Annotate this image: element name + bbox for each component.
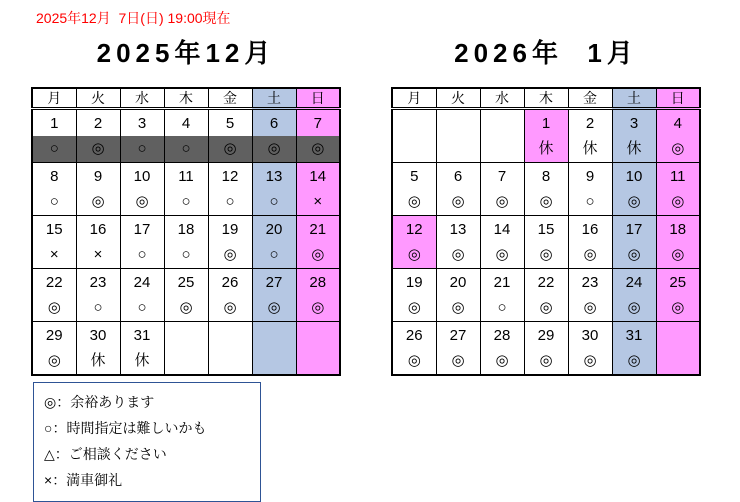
day-cell xyxy=(32,322,76,376)
day-cell xyxy=(436,269,480,322)
availability-symbol: ○ xyxy=(165,136,208,162)
week-row xyxy=(392,322,700,376)
availability-symbol: ◎ xyxy=(311,299,325,316)
availability-symbol: ◎ xyxy=(223,246,237,263)
day-cell xyxy=(436,109,480,163)
day-cell xyxy=(252,216,296,269)
availability-symbol: ◎ xyxy=(627,352,641,369)
availability-symbol: ◎ xyxy=(407,246,421,263)
day-cell xyxy=(612,163,656,216)
day-cell xyxy=(656,109,700,163)
availability-symbol: 休 xyxy=(582,140,598,157)
availability-symbol: 休 xyxy=(626,140,642,157)
day-number: 8 xyxy=(50,168,59,185)
weekday-header: 土 xyxy=(252,88,296,109)
day-cell xyxy=(208,269,252,322)
day-number: 31 xyxy=(133,327,151,344)
day-number xyxy=(165,322,208,348)
availability-symbol: ○ xyxy=(49,193,59,210)
day-cell xyxy=(296,322,340,376)
day-cell xyxy=(392,109,436,163)
day-number: 26 xyxy=(405,327,423,344)
availability-symbol: ◎ xyxy=(135,193,149,210)
calendar-table xyxy=(391,87,701,376)
availability-symbol: ◎ xyxy=(539,352,553,369)
availability-symbol: ○ xyxy=(225,193,235,210)
day-cell xyxy=(568,216,612,269)
day-number: 14 xyxy=(309,168,327,185)
availability-symbol: × xyxy=(313,193,323,210)
availability-symbol: ◎ xyxy=(583,246,597,263)
day-number xyxy=(253,322,296,348)
day-cell xyxy=(164,109,208,163)
week-row xyxy=(392,163,700,216)
day-number: 28 xyxy=(309,274,327,291)
day-cell xyxy=(32,109,76,163)
availability-symbol: ◎ xyxy=(267,299,281,316)
day-number: 23 xyxy=(581,274,599,291)
weekday-header: 月 xyxy=(392,88,436,109)
day-cell xyxy=(120,109,164,163)
day-number: 3 xyxy=(137,115,147,132)
day-cell xyxy=(524,109,568,163)
availability-symbol: ◎ xyxy=(451,352,465,369)
availability-symbol: ○ xyxy=(585,193,595,210)
day-number: 2 xyxy=(93,115,103,132)
day-number: 29 xyxy=(45,327,63,344)
calendar-grid-december xyxy=(31,87,341,376)
availability-symbol: 休 xyxy=(134,352,150,369)
day-number: 4 xyxy=(181,115,191,132)
availability-symbol: ◎ xyxy=(627,246,641,263)
day-cell xyxy=(76,109,120,163)
day-cell xyxy=(568,269,612,322)
availability-symbol: ○ xyxy=(269,193,279,210)
availability-symbol: × xyxy=(49,246,59,263)
availability-symbol: ◎ xyxy=(627,299,641,316)
day-cell xyxy=(120,269,164,322)
day-number: 20 xyxy=(449,274,467,291)
day-number: 18 xyxy=(669,221,687,238)
day-cell xyxy=(296,163,340,216)
day-cell xyxy=(612,109,656,163)
legend-item xyxy=(44,389,250,415)
day-number xyxy=(657,322,700,348)
day-cell xyxy=(32,269,76,322)
day-number: 10 xyxy=(133,168,151,185)
day-cell xyxy=(656,322,700,376)
calendar-grid-january xyxy=(391,87,701,376)
day-cell xyxy=(252,163,296,216)
availability-symbol: ◎ xyxy=(47,299,61,316)
day-cell xyxy=(296,216,340,269)
day-cell xyxy=(164,322,208,376)
availability-symbol: ◎ xyxy=(407,352,421,369)
day-cell xyxy=(392,322,436,376)
day-number: 4 xyxy=(673,115,682,132)
triangle-icon: △ xyxy=(44,446,55,462)
calendar-january-2026 xyxy=(391,28,701,376)
day-cell xyxy=(480,322,524,376)
availability-symbol: ◎ xyxy=(179,299,193,316)
day-number: 25 xyxy=(177,274,195,291)
availability-symbol: ◎ xyxy=(583,299,597,316)
day-number: 24 xyxy=(133,274,151,291)
availability-symbol: ◎ xyxy=(671,299,685,316)
day-cell xyxy=(480,216,524,269)
day-number: 9 xyxy=(585,168,595,185)
update-timestamp: 2025年12月 7日(日) 19:00現在 xyxy=(36,10,231,26)
legend-label: ：時間指定は難しいかも xyxy=(52,420,207,436)
week-row xyxy=(32,109,340,163)
day-cell xyxy=(436,163,480,216)
availability-symbol: ○ xyxy=(121,136,164,162)
day-number: 15 xyxy=(45,221,63,238)
calendars-row xyxy=(31,28,740,376)
day-cell xyxy=(252,322,296,376)
day-number: 21 xyxy=(309,221,327,238)
weekday-header: 金 xyxy=(568,88,612,109)
availability-symbol: 休 xyxy=(90,352,106,369)
availability-symbol xyxy=(393,136,436,162)
day-cell xyxy=(208,163,252,216)
cross-icon: × xyxy=(44,472,53,488)
day-cell xyxy=(120,322,164,376)
day-number: 28 xyxy=(493,327,511,344)
double-circle-icon: ◎ xyxy=(44,394,57,410)
day-number: 15 xyxy=(537,221,555,238)
availability-symbol: ○ xyxy=(137,246,147,263)
day-cell xyxy=(252,269,296,322)
weekday-header: 水 xyxy=(480,88,524,109)
day-number: 19 xyxy=(405,274,423,291)
availability-symbol: ○ xyxy=(93,299,103,316)
week-row xyxy=(32,216,340,269)
availability-symbol: ◎ xyxy=(583,352,597,369)
availability-symbol: ◎ xyxy=(223,299,237,316)
day-number xyxy=(393,110,436,136)
weekday-header: 土 xyxy=(612,88,656,109)
day-cell xyxy=(76,216,120,269)
day-cell xyxy=(76,269,120,322)
day-number: 23 xyxy=(89,274,107,291)
day-cell xyxy=(32,163,76,216)
day-number: 24 xyxy=(625,274,643,291)
day-number: 8 xyxy=(541,168,551,185)
availability-symbol: ◎ xyxy=(671,193,685,210)
day-number xyxy=(437,110,480,136)
legend-box xyxy=(33,382,261,502)
day-number: 30 xyxy=(581,327,599,344)
day-number: 30 xyxy=(89,327,107,344)
day-number: 6 xyxy=(453,168,463,185)
day-number: 31 xyxy=(625,327,643,344)
day-number: 22 xyxy=(537,274,555,291)
availability-symbol: ◎ xyxy=(297,136,340,162)
day-cell xyxy=(76,322,120,376)
weekday-header: 日 xyxy=(296,88,340,109)
availability-symbol: ○ xyxy=(181,193,191,210)
week-row xyxy=(392,269,700,322)
weekday-header: 木 xyxy=(164,88,208,109)
day-cell xyxy=(480,269,524,322)
day-cell xyxy=(164,216,208,269)
day-number: 22 xyxy=(45,274,63,291)
day-cell xyxy=(296,269,340,322)
day-cell xyxy=(436,322,480,376)
day-number: 1 xyxy=(50,115,59,132)
day-cell xyxy=(524,269,568,322)
availability-symbol: ◎ xyxy=(47,352,61,369)
day-number: 6 xyxy=(269,115,279,132)
day-number: 12 xyxy=(405,221,423,238)
day-number: 3 xyxy=(629,115,639,132)
availability-symbol: ○ xyxy=(181,246,191,263)
day-number: 2 xyxy=(585,115,595,132)
day-number: 18 xyxy=(177,221,195,238)
day-number: 25 xyxy=(669,274,687,291)
day-number xyxy=(209,322,252,348)
availability-symbol xyxy=(209,348,252,374)
availability-symbol: ○ xyxy=(497,299,507,316)
weekday-header: 火 xyxy=(436,88,480,109)
day-cell xyxy=(656,269,700,322)
availability-symbol: ◎ xyxy=(539,299,553,316)
day-cell xyxy=(480,163,524,216)
availability-symbol: ◎ xyxy=(91,193,105,210)
day-number: 12 xyxy=(221,168,239,185)
availability-symbol: ◎ xyxy=(539,193,553,210)
day-cell xyxy=(436,216,480,269)
day-number: 11 xyxy=(178,168,194,185)
day-number: 7 xyxy=(497,168,507,185)
day-number: 20 xyxy=(265,221,283,238)
availability-symbol: ◎ xyxy=(495,193,509,210)
legend-label: ：ご相談ください xyxy=(54,446,167,462)
availability-symbol: ○ xyxy=(269,246,279,263)
week-row xyxy=(32,322,340,376)
weekday-header: 木 xyxy=(524,88,568,109)
day-number: 19 xyxy=(221,221,239,238)
availability-symbol xyxy=(437,136,480,162)
day-cell xyxy=(392,163,436,216)
legend-item xyxy=(44,467,250,493)
calendar-title-december: 2025年12月 xyxy=(96,38,276,68)
day-number: 11 xyxy=(669,168,686,185)
day-cell xyxy=(392,216,436,269)
day-number: 7 xyxy=(313,115,322,132)
availability-symbol: ○ xyxy=(137,299,147,316)
day-number: 16 xyxy=(581,221,599,238)
availability-symbol: × xyxy=(93,246,103,263)
day-number xyxy=(481,110,524,136)
day-cell xyxy=(656,163,700,216)
availability-symbol: ◎ xyxy=(671,140,685,157)
availability-symbol: ◎ xyxy=(253,136,296,162)
week-row xyxy=(392,109,700,163)
availability-symbol xyxy=(481,136,524,162)
day-cell xyxy=(296,109,340,163)
day-cell xyxy=(32,216,76,269)
legend-item xyxy=(44,415,250,441)
day-number: 27 xyxy=(265,274,283,291)
availability-symbol: ◎ xyxy=(77,136,120,162)
day-number: 5 xyxy=(410,168,419,185)
weekday-header: 月 xyxy=(32,88,76,109)
day-cell xyxy=(612,269,656,322)
day-cell xyxy=(568,109,612,163)
availability-symbol xyxy=(297,348,340,374)
day-cell xyxy=(252,109,296,163)
day-cell xyxy=(612,322,656,376)
day-number: 10 xyxy=(625,168,643,185)
day-cell xyxy=(480,109,524,163)
day-number: 14 xyxy=(493,221,511,238)
availability-symbol: ◎ xyxy=(451,246,465,263)
day-cell xyxy=(524,322,568,376)
day-cell xyxy=(656,216,700,269)
day-cell xyxy=(76,163,120,216)
weekday-header: 水 xyxy=(120,88,164,109)
day-cell xyxy=(392,269,436,322)
day-cell xyxy=(524,216,568,269)
weekday-header: 日 xyxy=(656,88,700,109)
day-number: 27 xyxy=(449,327,467,344)
day-cell xyxy=(120,163,164,216)
legend-item xyxy=(44,441,250,467)
availability-symbol: ◎ xyxy=(407,299,421,316)
day-cell xyxy=(208,216,252,269)
day-number: 9 xyxy=(93,168,103,185)
availability-symbol: ◎ xyxy=(671,246,685,263)
day-cell xyxy=(208,322,252,376)
day-cell xyxy=(568,163,612,216)
availability-symbol: ◎ xyxy=(495,246,509,263)
availability-symbol xyxy=(165,348,208,374)
weekday-header: 火 xyxy=(76,88,120,109)
day-cell xyxy=(164,269,208,322)
day-number: 13 xyxy=(265,168,283,185)
day-number: 16 xyxy=(89,221,107,238)
day-number: 13 xyxy=(449,221,467,238)
day-number: 21 xyxy=(493,274,511,291)
day-cell xyxy=(568,322,612,376)
day-number: 26 xyxy=(221,274,239,291)
day-number: 5 xyxy=(225,115,235,132)
availability-symbol xyxy=(657,348,700,374)
weekday-header: 金 xyxy=(208,88,252,109)
availability-symbol: ◎ xyxy=(451,299,465,316)
day-number xyxy=(297,322,340,348)
week-row xyxy=(32,163,340,216)
day-number: 17 xyxy=(625,221,643,238)
availability-symbol: ○ xyxy=(33,136,76,162)
legend-label: ：満車御礼 xyxy=(52,472,123,488)
availability-symbol: ◎ xyxy=(407,193,421,210)
availability-symbol xyxy=(253,348,296,374)
availability-symbol: ◎ xyxy=(311,246,325,263)
availability-symbol: ◎ xyxy=(627,193,641,210)
week-row xyxy=(32,269,340,322)
day-number: 29 xyxy=(537,327,555,344)
day-number: 17 xyxy=(133,221,151,238)
week-row xyxy=(392,216,700,269)
day-cell xyxy=(208,109,252,163)
calendar-december-2025 xyxy=(31,28,341,376)
availability-symbol: ◎ xyxy=(495,352,509,369)
availability-symbol: 休 xyxy=(538,140,554,157)
availability-symbol: ◎ xyxy=(451,193,465,210)
calendar-title-january: 2026年 1月 xyxy=(454,38,638,68)
day-cell xyxy=(164,163,208,216)
day-cell xyxy=(524,163,568,216)
circle-icon: ○ xyxy=(44,420,53,436)
legend-label: ：余裕あります xyxy=(56,394,155,410)
availability-symbol: ◎ xyxy=(539,246,553,263)
day-cell xyxy=(612,216,656,269)
day-number: 1 xyxy=(541,115,551,132)
availability-symbol: ◎ xyxy=(209,136,252,162)
day-cell xyxy=(120,216,164,269)
calendar-table xyxy=(31,87,341,376)
